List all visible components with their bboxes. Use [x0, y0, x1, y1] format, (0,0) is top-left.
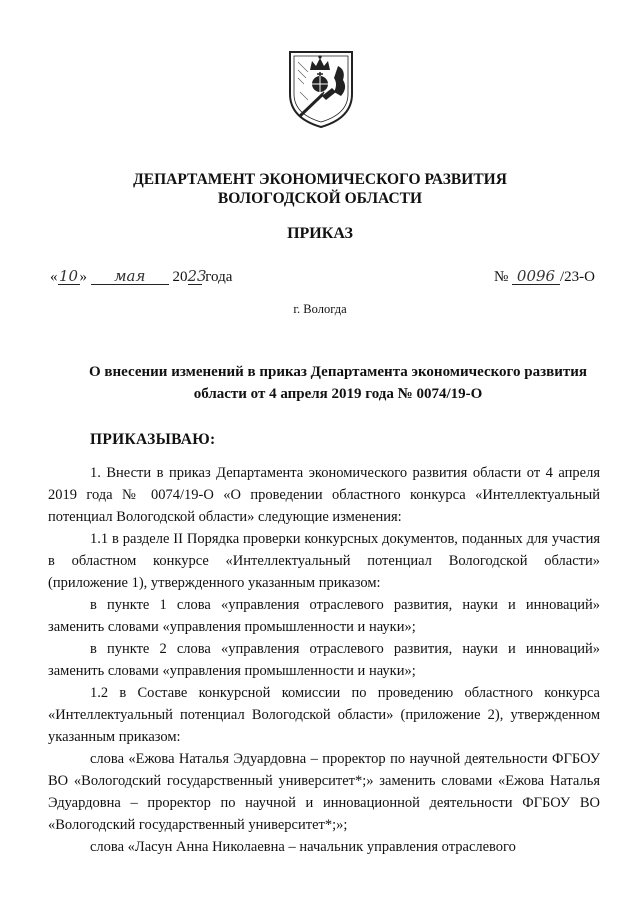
paragraph-1: 1. Внести в приказ Департамента экономического развития области от 4 апреля 2019 года № 0074/19-О «О проведении областного конкурса «Интеллектуальный потенциал Вологодской области» следующие изменения:	[48, 465, 600, 525]
paragraph-item-2: в пункте 2 слова «управления отраслевого развития, науки и инноваций» заменить словами «управления промышленности и науки»;	[48, 641, 600, 679]
number-suffix: /23-О	[560, 269, 595, 285]
date-year-prefix: 20	[172, 269, 188, 285]
date-close-quote: »	[79, 269, 87, 285]
paragraph-1-1: 1.1 в разделе II Порядка проверки конкурсных документов, поданных для участия в областном конкурсе «Интеллектуальный потенциал Вологодской области» (приложение 1), утвержденного указанным приказом:	[48, 531, 600, 591]
subject-line-1: О внесении изменений в приказ Департамента экономического развития	[89, 364, 587, 380]
department-line-1: ДЕПАРТАМЕНТ ЭКОНОМИЧЕСКОГО РАЗВИТИЯ	[133, 171, 507, 188]
document-subject	[78, 361, 598, 405]
date-month: мая	[91, 268, 169, 285]
order-directive: ПРИКАЗЫВАЮ:	[90, 431, 216, 448]
number-label: №	[493, 269, 509, 285]
document-type: ПРИКАЗ	[287, 225, 353, 242]
date-year-word: года	[205, 269, 233, 285]
date-open-quote: «	[50, 269, 58, 285]
paragraph-1-2: 1.2 в Составе конкурсной комиссии по проведению областного конкурса «Интеллектуальный потенциал Вологодской области» (приложение 2), утвержденном указанным приказом:	[48, 685, 600, 745]
city: г. Вологда	[293, 302, 347, 316]
paragraph-lasun: слова «Ласун Анна Николаевна – начальник управления отраслевого	[90, 839, 516, 855]
date-year-suffix: 23	[187, 267, 207, 285]
date-number-line	[50, 268, 595, 290]
paragraph-ezhova: слова «Ежова Наталья Эдуардовна – проректор по научной деятельности ФГБОУ ВО «Вологодский государственный университет*;» заменить словами «Ежова Наталья Эдуардовна – проректор по научной и инновационной деятельности ФГБОУ ВО «Вологодский государственный университет*;»;	[48, 751, 600, 833]
paragraph-item-1: в пункте 1 слова «управления отраслевого развития, науки и инноваций» заменить словами «управления промышленности и науки»;	[48, 597, 600, 635]
document-body	[48, 462, 600, 858]
department-name	[0, 170, 640, 208]
subject-line-2: области от 4 апреля 2019 года № 0074/19-О	[193, 386, 483, 402]
number-value: 0096	[512, 268, 560, 285]
order-date	[50, 268, 232, 286]
order-number	[494, 268, 595, 286]
vologda-coat-of-arms-icon	[286, 48, 356, 130]
department-line-2: ВОЛОГОДСКОЙ ОБЛАСТИ	[217, 190, 423, 207]
date-day: 10	[58, 267, 79, 285]
